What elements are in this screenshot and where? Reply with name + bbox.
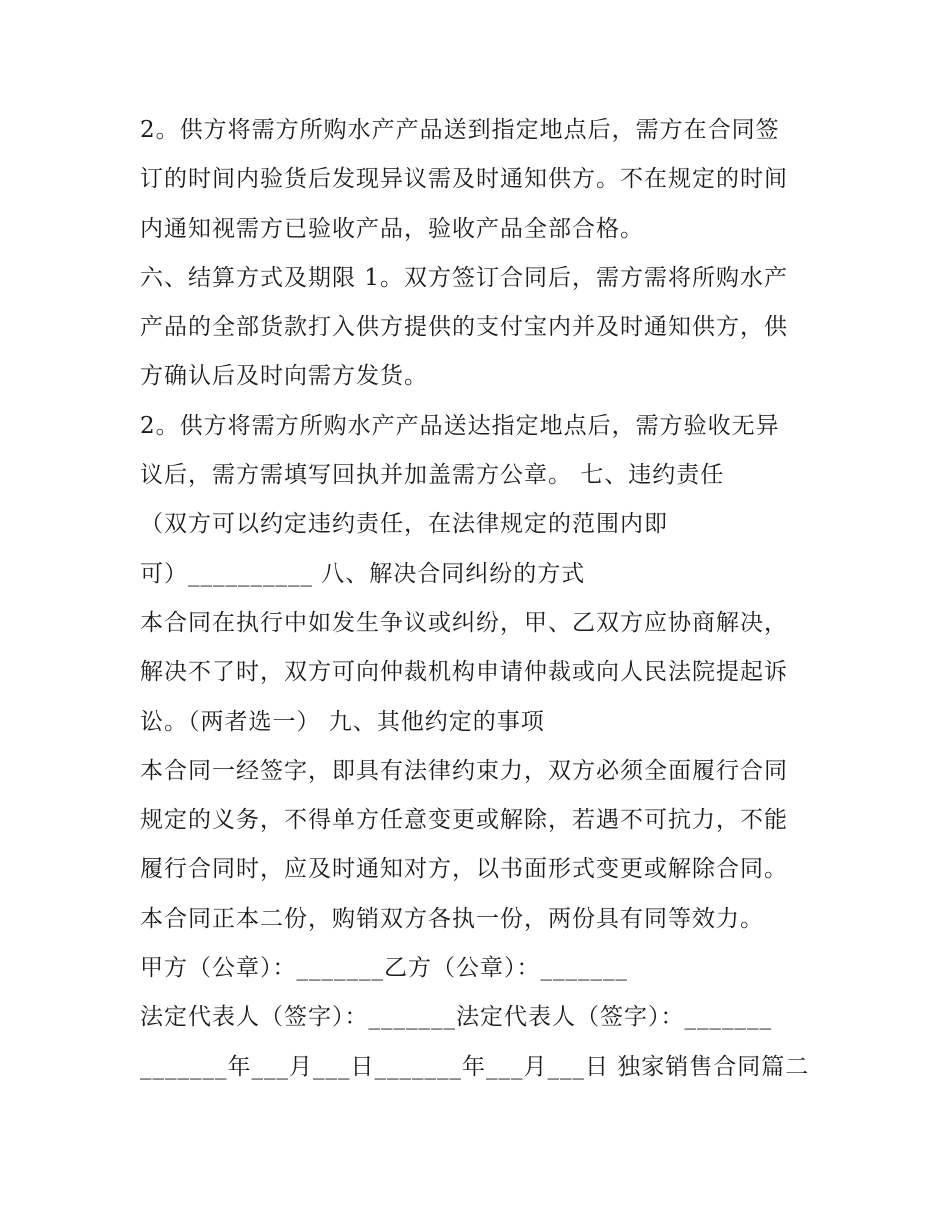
text-line: 方确认后及时向需方发货。 xyxy=(140,363,428,390)
text-line: 2。供方将需方所购水产产品送到指定地点后，需方在合同签 xyxy=(140,117,780,143)
text-line: 本合同一经签字，即具有法律约束力，双方必须全面履行合同 xyxy=(140,757,788,784)
text-line: 本合同在执行中如发生争议或纠纷，甲、乙双方应协商解决， xyxy=(140,609,788,636)
text-line: 本合同正本二份，购销双方各执一份，两份具有同等效力。 xyxy=(140,905,764,932)
text-line: 可）__________ 八、解决合同纠纷的方式 xyxy=(140,560,586,587)
signature-line-seal: 甲方（公章）：_______乙方（公章）：_______ xyxy=(140,955,628,982)
contract-body-text xyxy=(140,106,820,1092)
signature-line-date: _______年___月___日_______年___月___日 独家销售合同篇二 xyxy=(140,1053,810,1080)
text-line: 产品的全部货款打入供方提供的支付宝内并及时通知供方，供 xyxy=(140,314,788,341)
text-line: 内通知视需方已验收产品，验收产品全部合格。 xyxy=(140,215,644,242)
text-line: 订的时间内验货后发现异议需及时通知供方。不在规定的时间 xyxy=(140,166,788,193)
text-line: 议后，需方需填写回执并加盖需方公章。 七、违约责任 xyxy=(140,462,725,489)
text-line: 履行合同时，应及时通知对方，以书面形式变更或解除合同。 xyxy=(140,856,788,883)
section-heading-line: 六、结算方式及期限 1。双方签订合同后，需方需将所购水产 xyxy=(140,264,788,291)
text-line: 讼。（两者选一） 九、其他约定的事项 xyxy=(140,708,545,735)
text-line: 规定的义务，不得单方任意变更或解除，若遇不可抗力，不能 xyxy=(140,807,788,834)
text-line: 解决不了时，双方可向仲裁机构申请仲裁或向人民法院提起诉 xyxy=(140,659,788,686)
text-line: （双方可以约定违约责任，在法律规定的范围内即 xyxy=(140,511,668,538)
signature-line-representative: 法定代表人（签字）：_______法定代表人（签字）：_______ xyxy=(140,1004,772,1031)
text-line: 2。供方将需方所购水产产品送达指定地点后，需方验收无异 xyxy=(140,412,780,439)
